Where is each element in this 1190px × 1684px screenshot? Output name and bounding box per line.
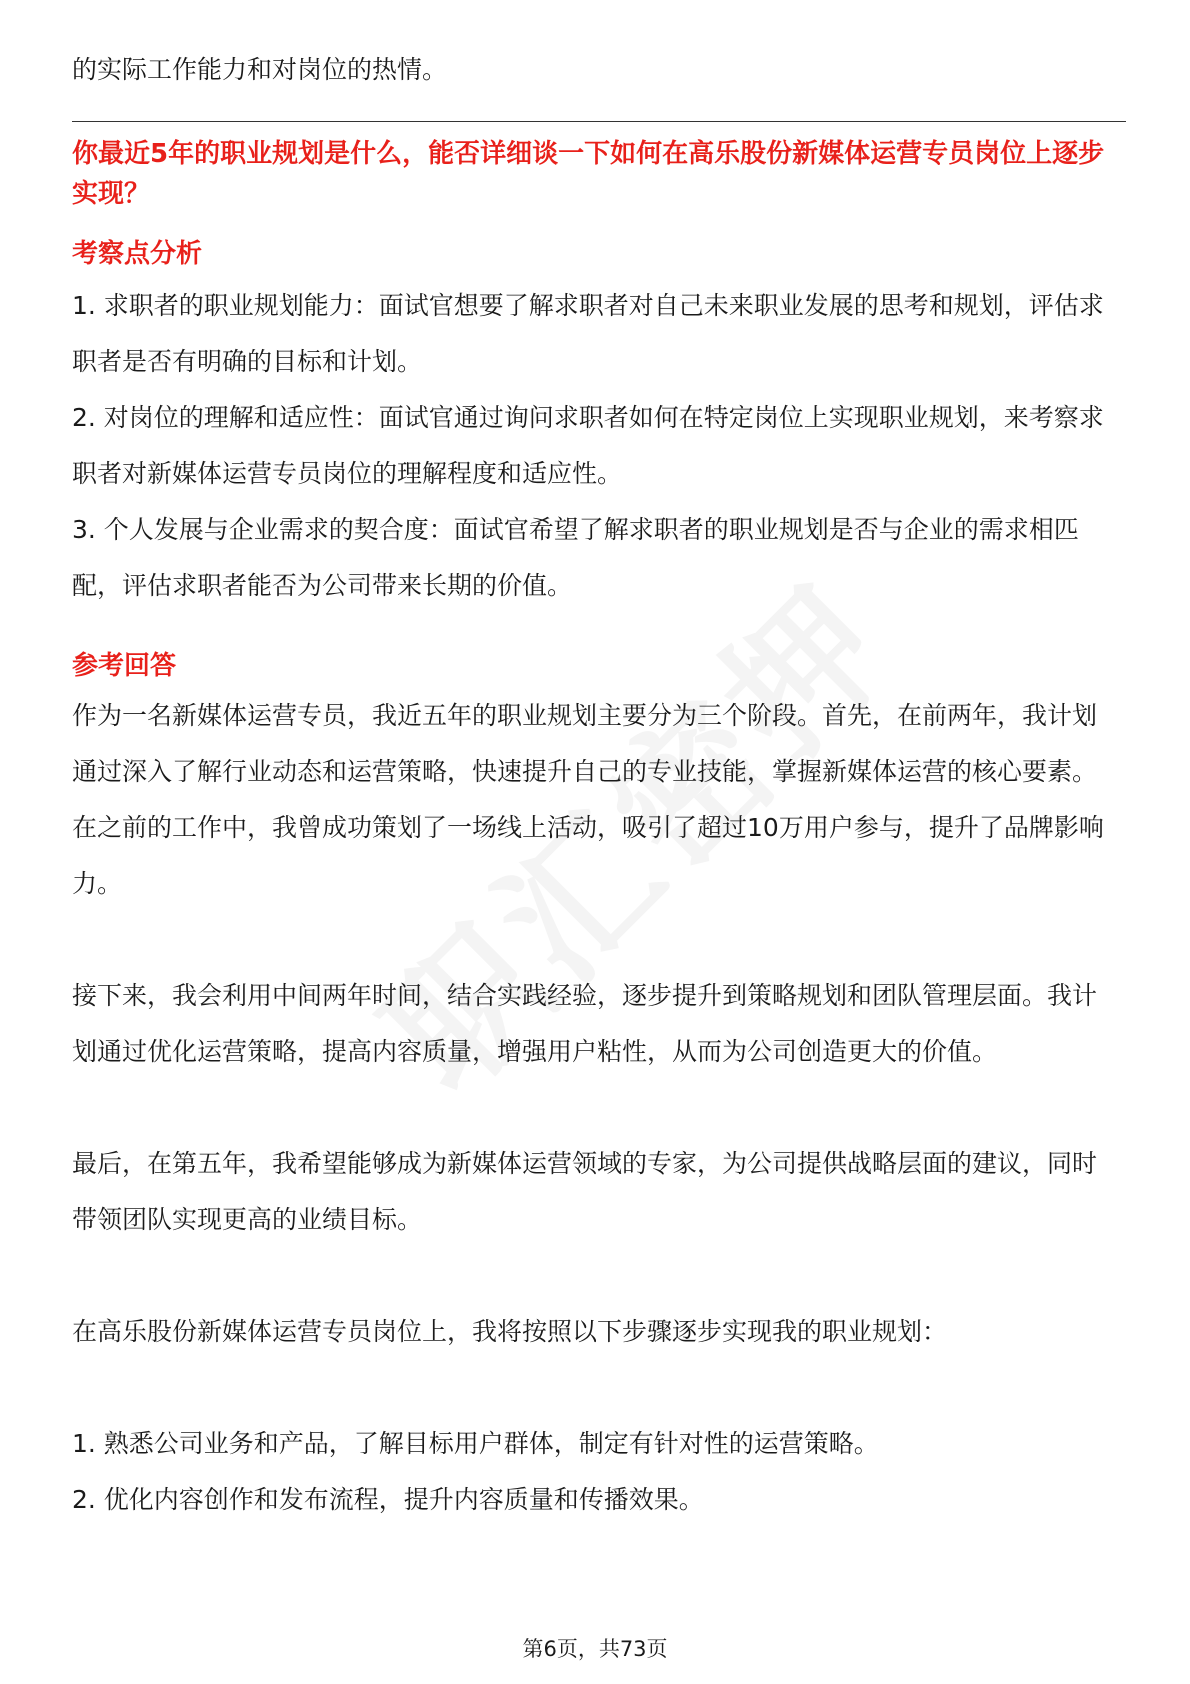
analysis-item: 3. 个人发展与企业需求的契合度：面试官希望了解求职者的职业规划是否与企业的需求相匹配，评估求职者能否为公司带来长期的价值。 [72, 515, 1079, 600]
page-indicator: 第6页，共73页 [522, 1637, 668, 1661]
question-heading: 你最近5年的职业规划是什么，能否详细谈一下如何在高乐股份新媒体运营专员岗位上逐步实现？ [72, 139, 1105, 209]
paragraph-spacer [72, 1360, 1120, 1416]
analysis-heading: 考察点分析 [72, 239, 203, 269]
lead-text: 的实际工作能力和对岗位的热情。 [72, 55, 448, 84]
answer-step: 2. 优化内容创作和发布流程，提升内容质量和传播效果。 [72, 1485, 704, 1514]
paragraph-spacer [72, 1080, 1120, 1136]
answer-paragraph: 最后，在第五年，我希望能够成为新媒体运营领域的专家，为公司提供战略层面的建议，同时带领团队实现更高的业绩目标。 [72, 1149, 1098, 1234]
answer-paragraph: 作为一名新媒体运营专员，我近五年的职业规划主要分为三个阶段。首先，在前两年，我计划通过深入了解行业动态和运营策略，快速提升自己的专业技能，掌握新媒体运营的核心要素。在之前的工作中，我曾成功策划了一场线上活动，吸引了超过10万用户参与，提升了品牌影响力。 [72, 701, 1104, 898]
answer-heading: 参考回答 [72, 651, 177, 681]
analysis-item: 1. 求职者的职业规划能力：面试官想要了解求职者对自己未来职业发展的思考和规划，评估求职者是否有明确的目标和计划。 [72, 291, 1104, 376]
analysis-item: 2. 对岗位的理解和适应性：面试官通过询问求职者如何在特定岗位上实现职业规划，来考察求职者对新媒体运营专员岗位的理解程度和适应性。 [72, 403, 1104, 488]
paragraph-spacer [72, 912, 1120, 968]
section-divider [72, 121, 1126, 122]
answer-step: 1. 熟悉公司业务和产品，了解目标用户群体，制定有针对性的运营策略。 [72, 1429, 879, 1458]
answer-paragraph: 在高乐股份新媒体运营专员岗位上，我将按照以下步骤逐步实现我的职业规划： [72, 1317, 948, 1346]
analysis-list [72, 278, 1120, 614]
paragraph-spacer [72, 1248, 1120, 1304]
answer-body [72, 688, 1120, 1528]
answer-paragraph: 接下来，我会利用中间两年时间，结合实践经验，逐步提升到策略规划和团队管理层面。我计划通过优化运营策略，提高内容质量，增强用户粘性，从而为公司创造更大的价值。 [72, 981, 1098, 1066]
